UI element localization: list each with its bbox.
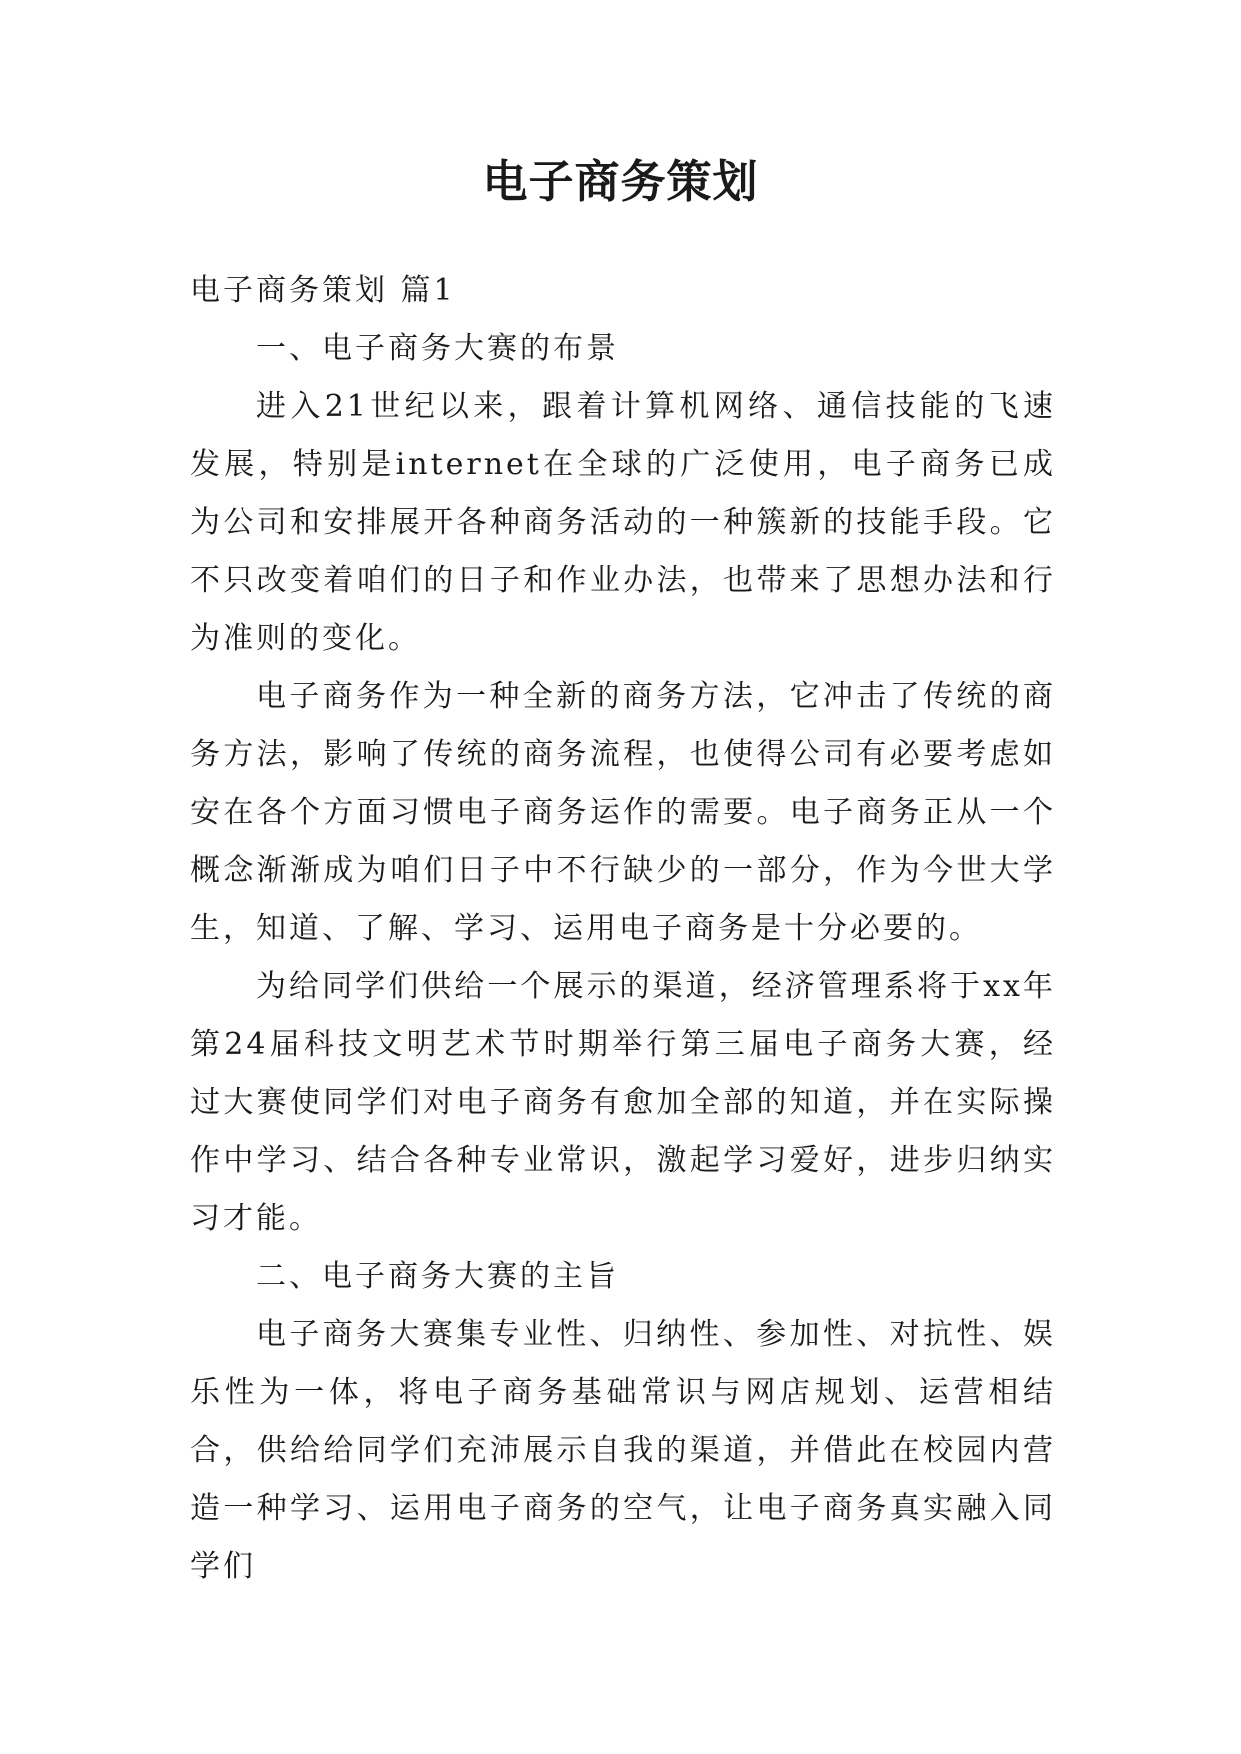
document-title: 电子商务策划 [482,155,759,208]
section-heading-purpose: 二、电子商务大赛的主旨 [256,1259,619,1294]
section-heading-background: 一、电子商务大赛的布景 [256,331,619,366]
article-heading: 电子商务策划 篇1 [190,273,456,308]
paragraph: 为给同学们供给一个展示的渠道，经济管理系将于xx年第24届科技文明艺术节时期举行第三届电子商务大赛，经过大赛使同学们对电子商务有愈加全部的知道，并在实际操作中学习、结合各种专业常识，激起学习爱好，进步归纳实习才能。 [190,969,1056,1236]
document-body [190,262,1056,1596]
paragraph: 电子商务作为一种全新的商务方法，它冲击了传统的商务方法，影响了传统的商务流程，也使得公司有必要考虑如安在各个方面习惯电子商务运作的需要。电子商务正从一个概念渐渐成为咱们日子中不行缺少的一部分，作为今世大学生，知道、了解、学习、运用电子商务是十分必要的。 [190,679,1056,946]
paragraph: 进入21世纪以来，跟着计算机网络、通信技能的飞速发展，特别是internet在全球的广泛使用，电子商务已成为公司和安排展开各种商务活动的一种簇新的技能手段。它不只改变着咱们的日子和作业办法，也带来了思想办法和行为准则的变化。 [190,389,1056,656]
paragraph: 电子商务大赛集专业性、归纳性、参加性、对抗性、娱乐性为一体，将电子商务基础常识与网店规划、运营相结合，供给给同学们充沛展示自我的渠道，并借此在校园内营造一种学习、运用电子商务的空气，让电子商务真实融入同学们 [190,1317,1056,1584]
